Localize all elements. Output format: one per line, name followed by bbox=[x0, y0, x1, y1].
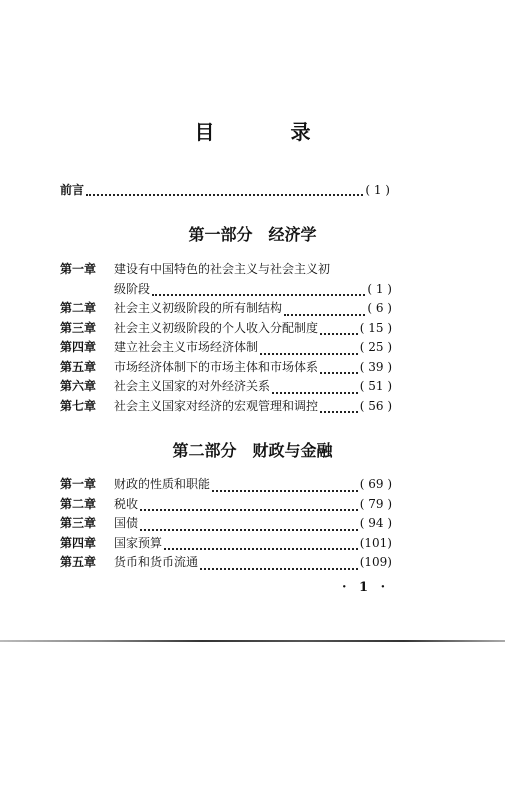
page-number: (101) bbox=[359, 535, 392, 550]
dot-leader bbox=[284, 314, 365, 316]
page-number: ( 56 ) bbox=[359, 398, 392, 413]
page-folio: · 1 · bbox=[342, 580, 390, 595]
chapter-title-continuation: 级阶段 bbox=[114, 281, 151, 296]
page-number: ( 79 ) bbox=[359, 496, 392, 511]
part-name: 财政与金融 bbox=[252, 441, 333, 460]
chapter-number: 第五章 bbox=[60, 359, 97, 374]
chapter-number: 第二章 bbox=[60, 301, 97, 315]
toc-entry bbox=[60, 299, 392, 319]
chapter-title: 财政的性质和职能 bbox=[114, 477, 211, 491]
chapter-number: 第二章 bbox=[60, 496, 97, 511]
page-number: (109) bbox=[359, 555, 392, 569]
dot-leader bbox=[152, 294, 365, 296]
chapter-title: 社会主义国家对经济的宏观管理和调控 bbox=[114, 398, 319, 413]
dot-leader bbox=[320, 333, 358, 335]
preface-label: 前言 bbox=[60, 183, 85, 197]
dot-leader bbox=[272, 392, 358, 394]
chapter-number: 第三章 bbox=[60, 320, 97, 335]
toc-entry-preface bbox=[60, 181, 390, 199]
chapter-number: 第四章 bbox=[60, 340, 97, 354]
toc-entry bbox=[60, 514, 392, 534]
chapter-title: 建设有中国特色的社会主义与社会主义初 bbox=[114, 262, 331, 276]
page-number: ( 39 ) bbox=[359, 359, 392, 374]
page-number: ( 15 ) bbox=[359, 320, 392, 335]
dot-leader bbox=[140, 529, 358, 531]
page-edge-line bbox=[0, 640, 505, 642]
chapter-title: 社会主义初级阶段的个人收入分配制度 bbox=[114, 320, 319, 335]
part-heading-2 bbox=[0, 438, 505, 461]
toc-entry bbox=[60, 358, 392, 378]
toc-entry bbox=[60, 534, 392, 554]
part-label: 第二部分 bbox=[172, 441, 237, 460]
dot-leader bbox=[212, 490, 358, 492]
toc-entry bbox=[60, 553, 392, 573]
page-number: ( 1 ) bbox=[367, 281, 392, 296]
chapter-title: 社会主义国家的对外经济关系 bbox=[114, 379, 271, 393]
chapter-number: 第一章 bbox=[60, 262, 97, 276]
chapter-title: 税收 bbox=[114, 496, 139, 511]
part-label: 第一部分 bbox=[188, 225, 253, 244]
toc-entry bbox=[60, 319, 392, 339]
part-name: 经济学 bbox=[268, 225, 317, 244]
toc-entry bbox=[60, 377, 392, 397]
chapter-number: 第七章 bbox=[60, 398, 97, 413]
dot-leader bbox=[320, 372, 358, 374]
preface-page-number: ( 1 ) bbox=[365, 183, 390, 197]
chapter-number: 第三章 bbox=[60, 516, 97, 530]
toc-entry bbox=[60, 397, 392, 417]
dot-leader bbox=[164, 548, 358, 550]
chapter-list-part-1 bbox=[60, 260, 392, 416]
dot-leader bbox=[86, 194, 363, 196]
dot-leader bbox=[260, 353, 358, 355]
chapter-list-part-2 bbox=[60, 475, 392, 573]
dot-leader bbox=[320, 411, 358, 413]
chapter-number: 第四章 bbox=[60, 535, 97, 550]
toc-entry bbox=[60, 475, 392, 495]
chapter-number: 第一章 bbox=[60, 477, 97, 491]
chapter-title: 货币和货币流通 bbox=[114, 555, 199, 569]
page-number: ( 25 ) bbox=[359, 340, 392, 354]
chapter-number: 第五章 bbox=[60, 555, 97, 569]
toc-entry bbox=[60, 260, 392, 299]
part-heading-1 bbox=[0, 222, 505, 245]
page-number: ( 51 ) bbox=[359, 379, 392, 393]
toc-entry bbox=[60, 338, 392, 358]
page-number: ( 94 ) bbox=[359, 516, 392, 530]
chapter-title: 国债 bbox=[114, 516, 139, 530]
chapter-title: 国家预算 bbox=[114, 535, 163, 550]
page-title: 目 录 bbox=[194, 120, 339, 144]
dot-leader bbox=[140, 509, 358, 511]
chapter-title: 社会主义初级阶段的所有制结构 bbox=[114, 301, 283, 315]
page-number: ( 69 ) bbox=[359, 477, 392, 491]
dot-leader bbox=[200, 568, 358, 570]
toc-entry bbox=[60, 495, 392, 515]
chapter-number: 第六章 bbox=[60, 379, 97, 393]
chapter-title: 建立社会主义市场经济体制 bbox=[114, 340, 259, 354]
chapter-title: 市场经济体制下的市场主体和市场体系 bbox=[114, 359, 319, 374]
page-number: ( 6 ) bbox=[367, 301, 392, 315]
